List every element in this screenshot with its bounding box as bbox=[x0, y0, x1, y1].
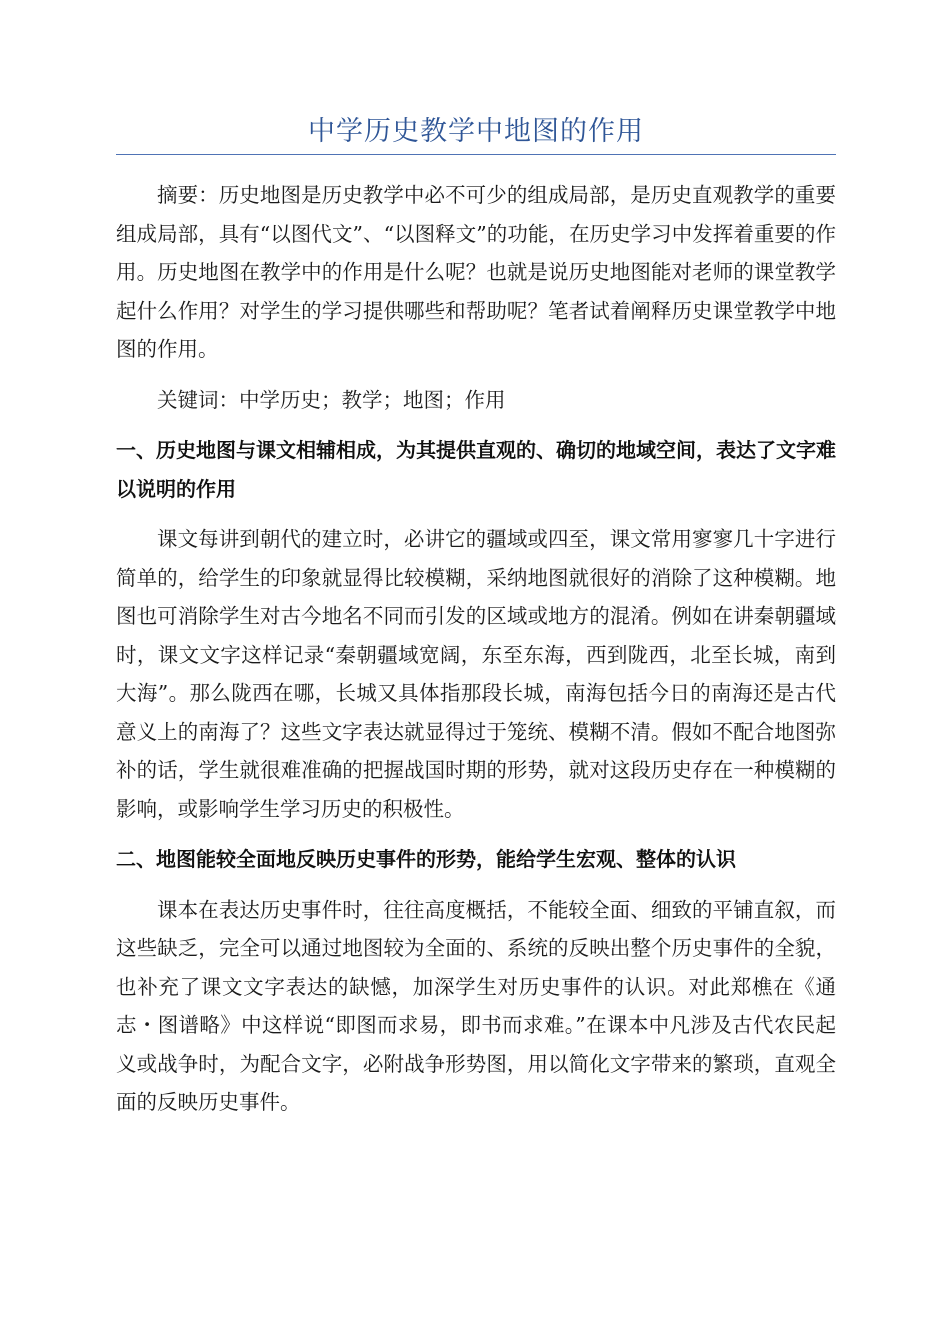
title-underline bbox=[116, 154, 836, 155]
abstract-paragraph: 摘要：历史地图是历史教学中必不可少的组成局部，是历史直观教学的重要组成局部，具有“以图代文”、“以图释文”的功能，在历史学习中发挥着重要的作用。历史地图在教学中的作用是什么呢？也就是说历史地图能对老师的课堂教学起什么作用？对学生的学习提供哪些和帮助呢？笔者试着阐释历史课堂教学中地图的作用。 bbox=[116, 183, 836, 361]
document-body bbox=[116, 176, 836, 1122]
section-2-heading: 二、地图能较全面地反映历史事件的形势，能给学生宏观、整体的认识 bbox=[116, 847, 736, 871]
section-1-body: 课文每讲到朝代的建立时，必讲它的疆域或四至，课文常用寥寥几十字进行简单的，给学生的印象就显得比较模糊，采纳地图就很好的消除了这种模糊。地图也可消除学生对古今地名不同而引发的区域或地方的混淆。例如在讲秦朝疆域时，课文文字这样记录“秦朝疆域宽阔，东至东海，西到陇西，北至长城，南到大海”。那么陇西在哪，长城又具体指那段长城，南海包括今日的南海还是古代意义上的南海了？这些文字表达就显得过于笼统、模糊不清。假如不配合地图弥补的话，学生就很难准确的把握战国时期的形势，就对这段历史存在一种模糊的影响，或影响学生学习历史的积极性。 bbox=[116, 527, 836, 821]
section-2-body: 课本在表达历史事件时，往往高度概括，不能较全面、细致的平铺直叙，而这些缺乏，完全可以通过地图较为全面的、系统的反映出整个历史事件的全貌，也补充了课文文字表达的缺憾，加深学生对历史事件的认识。对此郑樵在《通志・图谱略》中这样说“即图而求易，即书而求难。”在课本中凡涉及古代农民起义或战争时，为配合文字，必附战争形势图，用以简化文字带来的繁琐，直观全面的反映历史事件。 bbox=[116, 897, 836, 1114]
keywords-paragraph: 关键词：中学历史；教学；地图；作用 bbox=[157, 387, 506, 412]
document-title: 中学历史教学中地图的作用 bbox=[308, 116, 644, 147]
section-1-heading: 一、历史地图与课文相辅相成，为其提供直观的、确切的地域空间，表达了文字难以说明的作用 bbox=[116, 438, 836, 501]
